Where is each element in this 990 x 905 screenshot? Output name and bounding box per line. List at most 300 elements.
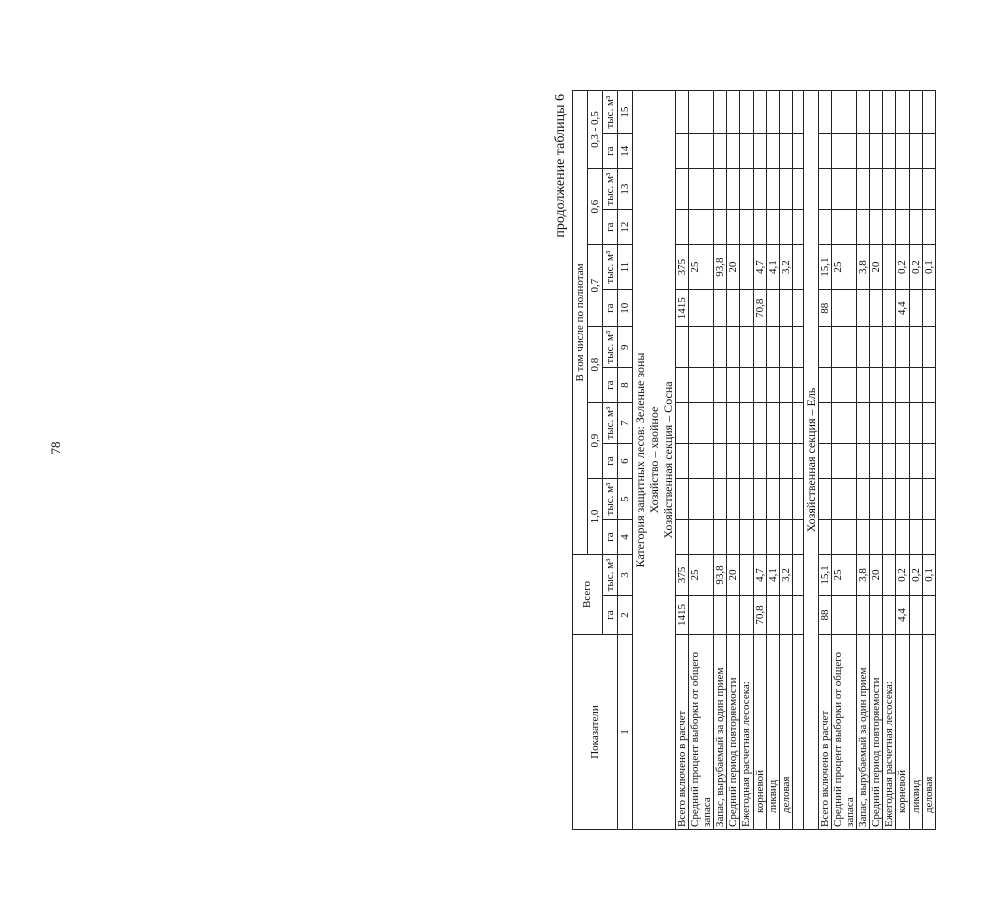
table-cell: 25	[831, 245, 856, 290]
table-cell	[870, 368, 883, 403]
table-cell	[689, 91, 714, 134]
table-cell: 15,1	[818, 245, 831, 290]
table-cell	[831, 596, 856, 635]
section-title-line: Хозяйственная секция – Сосна	[661, 381, 675, 539]
spacer-cell	[792, 327, 803, 368]
table-cell	[766, 290, 779, 327]
header-density-3: 0,8	[588, 327, 603, 403]
table-cell	[909, 403, 922, 444]
section-title-line: Хозяйство – хвойное	[647, 406, 661, 514]
table-cell	[870, 479, 883, 520]
table-cell: 25	[689, 245, 714, 290]
table-cell	[766, 444, 779, 479]
row-label: деловая	[922, 635, 935, 830]
table-cell	[922, 596, 935, 635]
table-cell	[870, 444, 883, 479]
table-cell	[766, 403, 779, 444]
table-cell	[766, 327, 779, 368]
table-cell	[714, 290, 727, 327]
table-cell	[676, 520, 689, 555]
row-label: ликвид	[766, 635, 779, 830]
table-row	[818, 91, 831, 830]
table-cell	[896, 403, 909, 444]
table-cell	[883, 554, 896, 595]
table-cell: 0,2	[896, 554, 909, 595]
table-cell	[740, 169, 753, 210]
column-number: 5	[618, 479, 633, 520]
table-cell	[676, 444, 689, 479]
rotated-page	[550, 0, 990, 827]
row-label: Ежегодная расчетная лесосека:	[740, 635, 753, 830]
header-unit-ha: га	[603, 444, 618, 479]
table-cell	[676, 327, 689, 368]
column-number: 2	[618, 596, 633, 635]
table-cell	[727, 368, 740, 403]
column-number: 6	[618, 444, 633, 479]
table-cell	[727, 91, 740, 134]
table-cell: 20	[870, 245, 883, 290]
table-cell	[896, 169, 909, 210]
table-cell: 4,4	[896, 290, 909, 327]
table-cell: 93,8	[714, 245, 727, 290]
table-cell	[922, 444, 935, 479]
table-cell	[676, 479, 689, 520]
table-cell	[818, 479, 831, 520]
table-cell	[896, 210, 909, 245]
header-unit-ha: га	[603, 290, 618, 327]
table-cell	[779, 327, 792, 368]
table-row	[689, 91, 714, 830]
header-density-5: 0,6	[588, 169, 603, 245]
table-cell	[818, 403, 831, 444]
table-cell	[766, 134, 779, 169]
header-density-1: 1,0	[588, 479, 603, 555]
table-row	[727, 91, 740, 830]
table-cell	[779, 91, 792, 134]
table-cell	[740, 210, 753, 245]
table-cell	[857, 327, 870, 368]
table-cell	[883, 134, 896, 169]
table-cell	[676, 169, 689, 210]
table-cell	[779, 596, 792, 635]
table-cell	[727, 596, 740, 635]
spacer-cell	[792, 444, 803, 479]
spacer-cell	[792, 479, 803, 520]
table-cell	[831, 444, 856, 479]
header-unit-vol: тыс. м³	[603, 403, 618, 444]
table-cell	[714, 596, 727, 635]
table-cell	[740, 403, 753, 444]
table-cell	[779, 444, 792, 479]
column-number: 3	[618, 554, 633, 595]
table-cell: 4,1	[766, 245, 779, 290]
table-cell	[676, 134, 689, 169]
table-cell	[727, 134, 740, 169]
header-density-6: 0,3 - 0,5	[588, 91, 603, 169]
table-cell	[909, 134, 922, 169]
table-cell	[857, 479, 870, 520]
table-cell	[857, 290, 870, 327]
section-title	[633, 91, 676, 830]
page-number: 78	[48, 441, 63, 455]
table-row	[831, 91, 856, 830]
table-cell: 3,8	[857, 245, 870, 290]
column-number: 15	[618, 91, 633, 134]
section-title	[803, 91, 818, 830]
table-cell: 88	[818, 290, 831, 327]
table-cell: 3,2	[779, 554, 792, 595]
table-cell	[740, 554, 753, 595]
table-row	[857, 91, 870, 830]
table-cell	[883, 290, 896, 327]
table-cell	[870, 91, 883, 134]
table-row	[870, 91, 883, 830]
table-cell	[818, 134, 831, 169]
table-cell	[883, 520, 896, 555]
table-cell: 20	[727, 554, 740, 595]
table-cell	[714, 403, 727, 444]
table-cell	[896, 327, 909, 368]
table-cell	[714, 169, 727, 210]
table-cell	[689, 403, 714, 444]
spacer-cell	[792, 520, 803, 555]
table-cell: 0,1	[922, 245, 935, 290]
table-cell	[922, 327, 935, 368]
table-cell	[922, 479, 935, 520]
table-cell	[883, 245, 896, 290]
table-cell	[870, 134, 883, 169]
table-cell	[766, 479, 779, 520]
table-cell	[909, 520, 922, 555]
spacer-cell	[792, 403, 803, 444]
table-cell	[689, 596, 714, 635]
table-cell	[896, 134, 909, 169]
table-row	[779, 91, 792, 830]
row-label: корневой	[753, 635, 766, 830]
table-cell	[689, 479, 714, 520]
table-cell	[857, 91, 870, 134]
table-cell	[766, 520, 779, 555]
table-cell	[883, 444, 896, 479]
spacer-cell	[792, 596, 803, 635]
table-cell	[753, 520, 766, 555]
table-cell	[779, 403, 792, 444]
table-cell	[727, 327, 740, 368]
header-unit-vol: тыс. м³	[603, 91, 618, 134]
table-cell	[857, 169, 870, 210]
row-label: Средний процент выборки от общего запаса	[689, 635, 714, 830]
table-cell	[740, 327, 753, 368]
table-cell	[779, 134, 792, 169]
header-unit-vol: тыс. м³	[603, 479, 618, 520]
column-number: 12	[618, 210, 633, 245]
header-indicators: Показатели	[573, 635, 618, 830]
spacer-cell	[792, 245, 803, 290]
table-cell	[922, 91, 935, 134]
table-cell	[714, 134, 727, 169]
header-unit-vol: тыс. м³	[603, 554, 618, 595]
table-cell: 4,7	[753, 245, 766, 290]
table-cell	[922, 210, 935, 245]
table-cell	[883, 169, 896, 210]
table-cell	[818, 327, 831, 368]
table-cell	[740, 290, 753, 327]
table-cell	[857, 403, 870, 444]
row-label: Всего включено в расчет	[818, 635, 831, 830]
table-cell	[883, 327, 896, 368]
table-cell	[753, 479, 766, 520]
spacer-cell	[792, 210, 803, 245]
column-number: 4	[618, 520, 633, 555]
table-cell	[740, 245, 753, 290]
table-cell	[896, 91, 909, 134]
table-caption: продолжение таблицы 6	[553, 94, 568, 238]
table-cell	[689, 327, 714, 368]
table-cell	[818, 520, 831, 555]
table-cell	[753, 368, 766, 403]
header-unit-vol: тыс. м³	[603, 327, 618, 368]
table-cell	[883, 479, 896, 520]
row-label: Запас, вырубаемый за один прием	[857, 635, 870, 830]
table-cell	[689, 520, 714, 555]
column-number: 1	[618, 635, 633, 830]
table-row	[714, 91, 727, 830]
table-cell	[689, 210, 714, 245]
table-cell	[779, 290, 792, 327]
table-row	[922, 91, 935, 830]
row-label: Запас, вырубаемый за один прием	[714, 635, 727, 830]
table-cell	[714, 210, 727, 245]
column-number: 7	[618, 403, 633, 444]
table-row	[740, 91, 753, 830]
spacer-cell	[792, 554, 803, 595]
row-label: ликвид	[909, 635, 922, 830]
column-number: 8	[618, 368, 633, 403]
table-cell: 0,1	[922, 554, 935, 595]
table-cell	[676, 368, 689, 403]
table-row	[753, 91, 766, 830]
table-cell	[727, 444, 740, 479]
table-row	[676, 91, 689, 830]
table-cell: 3,2	[779, 245, 792, 290]
table-cell	[922, 290, 935, 327]
table-cell	[740, 596, 753, 635]
table-row	[766, 91, 779, 830]
header-density-4: 0,7	[588, 245, 603, 327]
table-cell	[831, 169, 856, 210]
spacer-cell	[792, 290, 803, 327]
header-unit-ha: га	[603, 596, 618, 635]
table-cell: 4,1	[766, 554, 779, 595]
table-cell	[922, 403, 935, 444]
column-number: 10	[618, 290, 633, 327]
table-cell	[857, 210, 870, 245]
table-cell	[831, 479, 856, 520]
table-cell	[870, 520, 883, 555]
table-cell	[922, 169, 935, 210]
table-cell	[831, 520, 856, 555]
header-total: Всего	[573, 554, 603, 634]
table-cell	[896, 479, 909, 520]
table-cell: 0,2	[909, 245, 922, 290]
table-cell	[883, 368, 896, 403]
table-cell	[831, 290, 856, 327]
table-cell	[714, 327, 727, 368]
table-cell: 25	[831, 554, 856, 595]
table-cell	[740, 520, 753, 555]
section-title-line: Хозяйственная секция – Ель	[803, 387, 818, 533]
table-cell	[727, 210, 740, 245]
table-cell	[740, 479, 753, 520]
table-cell	[883, 403, 896, 444]
spacer-cell	[792, 91, 803, 134]
table-cell: 93,8	[714, 554, 727, 595]
table-cell	[896, 368, 909, 403]
table-cell	[870, 596, 883, 635]
table-cell: 20	[870, 554, 883, 595]
table-cell	[909, 368, 922, 403]
table-cell: 20	[727, 245, 740, 290]
header-density-2: 0,9	[588, 403, 603, 479]
table-cell	[714, 368, 727, 403]
table-cell	[740, 134, 753, 169]
table-cell: 15,1	[818, 554, 831, 595]
forest-table	[572, 90, 936, 830]
table-cell	[857, 596, 870, 635]
table-cell: 1415	[676, 596, 689, 635]
table-cell	[689, 134, 714, 169]
table-cell	[870, 327, 883, 368]
table-row	[909, 91, 922, 830]
header-unit-ha: га	[603, 134, 618, 169]
header-by-density: В том числе по полнотам	[573, 91, 588, 555]
header-unit-vol: тыс. м³	[603, 169, 618, 210]
table-cell	[689, 169, 714, 210]
row-label: деловая	[779, 635, 792, 830]
table-cell	[909, 479, 922, 520]
table-cell	[753, 444, 766, 479]
table-cell	[922, 520, 935, 555]
table-cell: 0,2	[896, 245, 909, 290]
table-cell	[753, 134, 766, 169]
table-cell	[740, 444, 753, 479]
table-cell	[727, 520, 740, 555]
table-cell	[766, 91, 779, 134]
table-cell	[766, 169, 779, 210]
table-cell	[831, 210, 856, 245]
header-unit-ha: га	[603, 520, 618, 555]
table-cell	[831, 91, 856, 134]
row-label: Средний процент выборки от общего запаса	[831, 635, 856, 830]
table-cell	[857, 134, 870, 169]
table-cell	[831, 403, 856, 444]
table-cell	[909, 210, 922, 245]
table-cell	[753, 327, 766, 368]
table-cell: 4,7	[753, 554, 766, 595]
table-cell	[883, 91, 896, 134]
table-cell	[766, 368, 779, 403]
table-cell	[689, 290, 714, 327]
table-cell	[909, 444, 922, 479]
header-unit-vol: тыс. м³	[603, 245, 618, 290]
table-cell	[857, 520, 870, 555]
column-number: 14	[618, 134, 633, 169]
table-cell	[779, 210, 792, 245]
table-cell	[766, 210, 779, 245]
table-cell	[922, 134, 935, 169]
table-cell	[909, 596, 922, 635]
table-cell	[870, 169, 883, 210]
table-cell: 25	[689, 554, 714, 595]
table-cell	[870, 403, 883, 444]
table-cell	[909, 91, 922, 134]
table-cell	[909, 169, 922, 210]
table-cell	[818, 169, 831, 210]
table-cell	[909, 290, 922, 327]
column-number: 9	[618, 327, 633, 368]
row-label: Средний период повторяемости	[727, 635, 740, 830]
table-cell	[922, 368, 935, 403]
table-cell	[676, 210, 689, 245]
table-cell: 4,4	[896, 596, 909, 635]
table-cell: 3,8	[857, 554, 870, 595]
table-cell	[727, 479, 740, 520]
table-cell: 88	[818, 596, 831, 635]
table-cell	[870, 290, 883, 327]
table-row	[883, 91, 896, 830]
table-cell: 375	[676, 554, 689, 595]
table-cell: 70,8	[753, 290, 766, 327]
row-label: Ежегодная расчетная лесосека:	[883, 635, 896, 830]
table-cell	[740, 91, 753, 134]
column-number: 11	[618, 245, 633, 290]
table-cell	[818, 444, 831, 479]
table-cell	[818, 368, 831, 403]
table-cell: 70,8	[753, 596, 766, 635]
table-cell	[896, 444, 909, 479]
table-cell	[831, 368, 856, 403]
table-row	[896, 91, 909, 830]
table-cell	[727, 403, 740, 444]
table-cell	[779, 169, 792, 210]
header-unit-ha: га	[603, 368, 618, 403]
table-cell	[714, 479, 727, 520]
spacer-cell	[792, 169, 803, 210]
table-cell	[779, 520, 792, 555]
table-cell	[714, 520, 727, 555]
table-cell	[727, 290, 740, 327]
table-cell	[818, 210, 831, 245]
table-cell	[753, 403, 766, 444]
table-cell	[727, 169, 740, 210]
table-cell: 375	[676, 245, 689, 290]
table-cell: 0,2	[909, 554, 922, 595]
column-number: 13	[618, 169, 633, 210]
header-unit-ha: га	[603, 210, 618, 245]
spacer-cell	[792, 134, 803, 169]
section-title-line: Категория защитных лесов: Зеленые зоны	[633, 352, 647, 568]
table-cell	[883, 596, 896, 635]
table-cell	[766, 596, 779, 635]
table-cell	[753, 169, 766, 210]
table-cell	[779, 368, 792, 403]
table-cell	[831, 134, 856, 169]
table-cell	[714, 91, 727, 134]
table-cell: 1415	[676, 290, 689, 327]
spacer-cell	[792, 368, 803, 403]
row-label: Средний период повторяемости	[870, 635, 883, 830]
table-cell	[689, 368, 714, 403]
